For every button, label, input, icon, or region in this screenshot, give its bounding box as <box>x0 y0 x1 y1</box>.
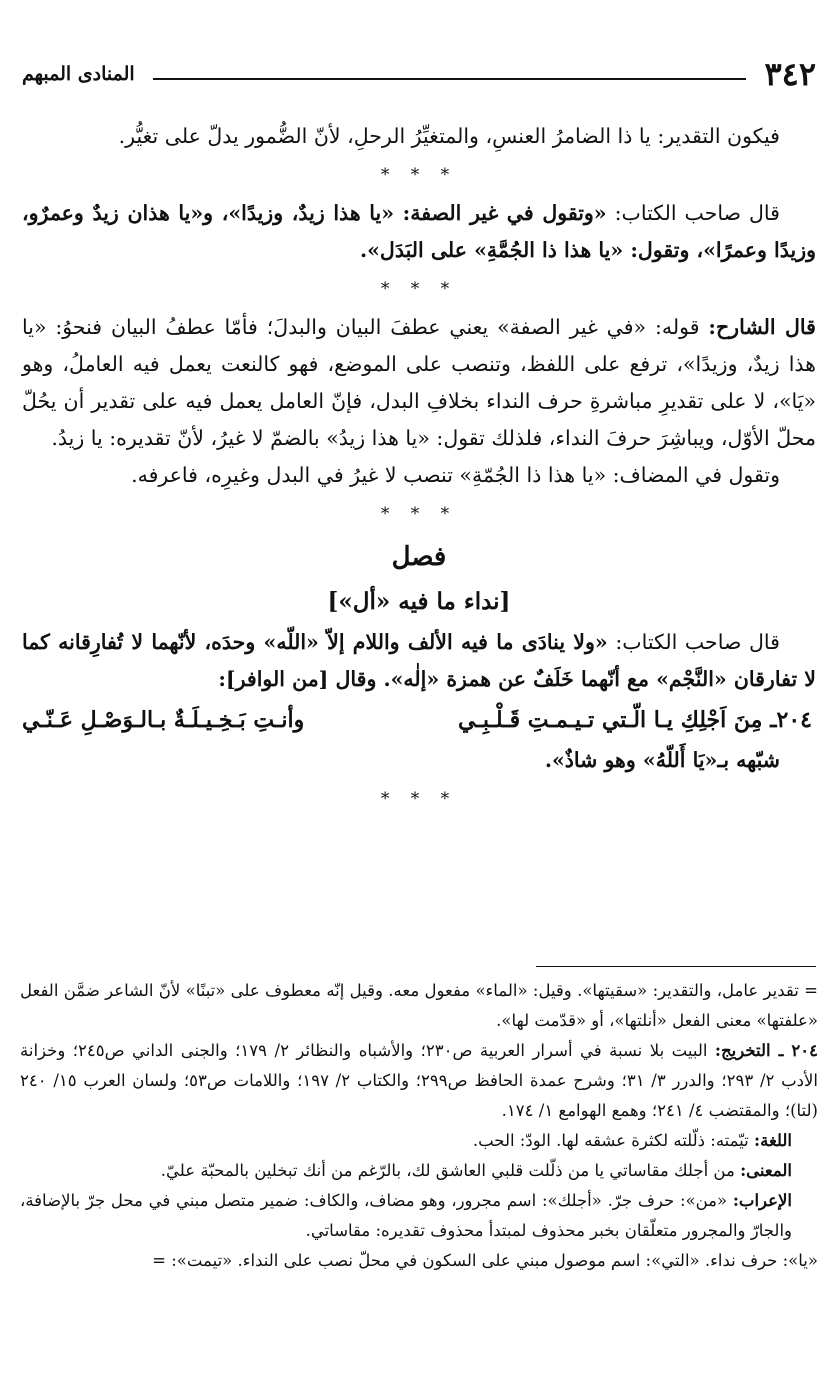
running-header <box>22 52 816 96</box>
stars-divider-2: * * * <box>380 279 458 299</box>
paragraph-2-lead: قال صاحب الكتاب: <box>614 201 780 225</box>
footnote-continuation: = تقدير عامل، والتقدير: «سقيتها». وقيل: «الماء» مفعول معه. وقيل إنّه معطوف على «تبنًا» لأنّ الشاعر ضمَّن الفعل «علفتها» معنى الفعل «أنلتها»، أو «قدّمت لها». <box>20 981 818 1030</box>
footnote-maana-lead: المعنى: <box>740 1161 792 1180</box>
footnote-separator <box>536 966 816 967</box>
footnote-204-text: البيت بلا نسبة في أسرار العربية ص٢٣٠؛ والأشباه والنظائر ٢/ ١٧٩؛ والجنى الداني ص٢٤٥؛ وخزانة الأدب ٢/ ٢٩٣؛ والدرر ٣/ ٣١؛ وشرح عمدة الحافظ ص٢٩٩؛ والكتاب ٢/ ١٩٧؛ واللامات ص٥٣؛ ولسان العرب ١٥/ ٢٤٠ (لتا)؛ والمقتضب ٤/ ٢٤١؛ وهمع الهوامع ١/ ١٧٤. <box>20 1041 818 1120</box>
header-rule <box>153 78 747 80</box>
footnote-irab-lead: الإعراب: <box>732 1191 792 1210</box>
footnote-irab-text: «من»: حرف جرّ. «أجلك»: اسم مجرور، وهو مضاف، والكاف: ضمير متصل مبني في محل جرّ بالإضافة، والجارّ والمجرور متعلّقان بخبر محذوف لمبتدأ محذوف تقديره: مقاساتي. <box>20 1191 792 1240</box>
poetry-verse <box>22 698 816 742</box>
footnote-lugha <box>20 1126 818 1156</box>
footnote-204-lead: ٢٠٤ ـ التخريج: <box>714 1041 818 1060</box>
footnote-lugha-lead: اللغة: <box>754 1131 792 1150</box>
paragraph-5-quote: «ولا ينادَى ما فيه الألف واللام إلاّ «اللّه» وحدَه، لأنّهما لا تُفارِقانه كما لا تفارقان «النَّجْم» مع أنّهما خَلَفٌ عن همزة «إلٰه». وقال [من الوافر]: <box>22 630 816 691</box>
paragraph-4: وتقول في المضاف: «يا هذا ذا الجُمّةِ» تنصب لا غيرُ في البدل وغيرِه، فاعرفه. <box>131 463 780 487</box>
paragraph-3-lead: قال الشارح: <box>708 315 816 339</box>
footnote-irab-continued: «يا»: حرف نداء. «التي»: اسم موصول مبني على السكون في محلّ نصب على النداء. «تيمت»: = <box>152 1251 818 1270</box>
paragraph-3 <box>22 309 816 457</box>
verse-second-hemistich: وأنـتِ بَـخِـيـلَـةٌ بـالـوَصْـلِ عَـنّـي <box>22 707 305 733</box>
footnote-lugha-text: تيّمته: ذلّلته لكثرة عشقه لها. الودّ: الحب. <box>472 1131 749 1150</box>
footnote-irab <box>20 1186 818 1246</box>
verse-first-hemistich: ٢٠٤ـ مِنَ اَجْلِكِ يـا الّـتي تـيـمـتِ قَـلْـبِـي <box>458 707 812 733</box>
running-title: المنادى المبهم <box>22 63 135 85</box>
paragraph-2 <box>22 195 816 269</box>
footnote-maana-text: من أجلك مقاساتي يا من ذلّلت قلبي العاشق لك، بالرّغم من أنك تبخلين بالمحبّة عليّ. <box>160 1161 735 1180</box>
paragraph-2-quote: «وتقول في غير الصفة: «يا هذا زيدٌ، وزيدًا»، و«يا هذان زيدٌ وعمرٌو، وزيدًا وعمرًا»، وتقول: «يا هذا ذا الجُمَّةِ» على البَدَل». <box>22 201 816 262</box>
paragraph-1: فيكون التقدير: يا ذا الضامرُ العنسِ، والمتغيِّرُ الرحلِ، لأنّ الضُّمور يدلّ على تغيُّر. <box>118 124 780 148</box>
page-number: ٣٤٢ <box>764 55 816 93</box>
main-text <box>22 118 816 819</box>
section-title: فصل <box>391 542 447 572</box>
paragraph-5 <box>22 624 816 698</box>
footnote-204-takhrij <box>20 1036 818 1126</box>
stars-divider-1: * * * <box>380 165 458 185</box>
paragraph-6: شبّهه بـ«يَا أَللّهُ» وهو شاذٌ». <box>544 748 780 772</box>
footnote-maana <box>20 1156 818 1186</box>
stars-divider-4: * * * <box>380 789 458 809</box>
paragraph-5-lead: قال صاحب الكتاب: <box>615 630 780 654</box>
stars-divider-3: * * * <box>380 504 458 524</box>
section-subtitle: [نداء ما فيه «أل»] <box>327 588 511 615</box>
footnotes <box>20 976 818 1276</box>
paragraph-3-text: قوله: «في غير الصفة» يعني عطفَ البيان والبدلَ؛ فأمّا عطفُ البيان فنحوُ: «يا هذا زيدٌ، وزيدًا»، ترفع على اللفظ، وتنصب على الموضع، فهو كالنعت يعمل فيه العاملُ، وهو «يَا»، لا على تقديرِ مباشرةِ حرف النداء بخلافِ البدل، فإنّ العامل يعمل فيه على تقدير أن يحُلّ محلّ الأوّل، ويباشِرَ حرفَ النداء، فلذلك تقول: «يا هذا زيدُ» بالضمّ لا غيرُ، لأنّ تقديره: يا زيدُ. <box>22 315 816 450</box>
